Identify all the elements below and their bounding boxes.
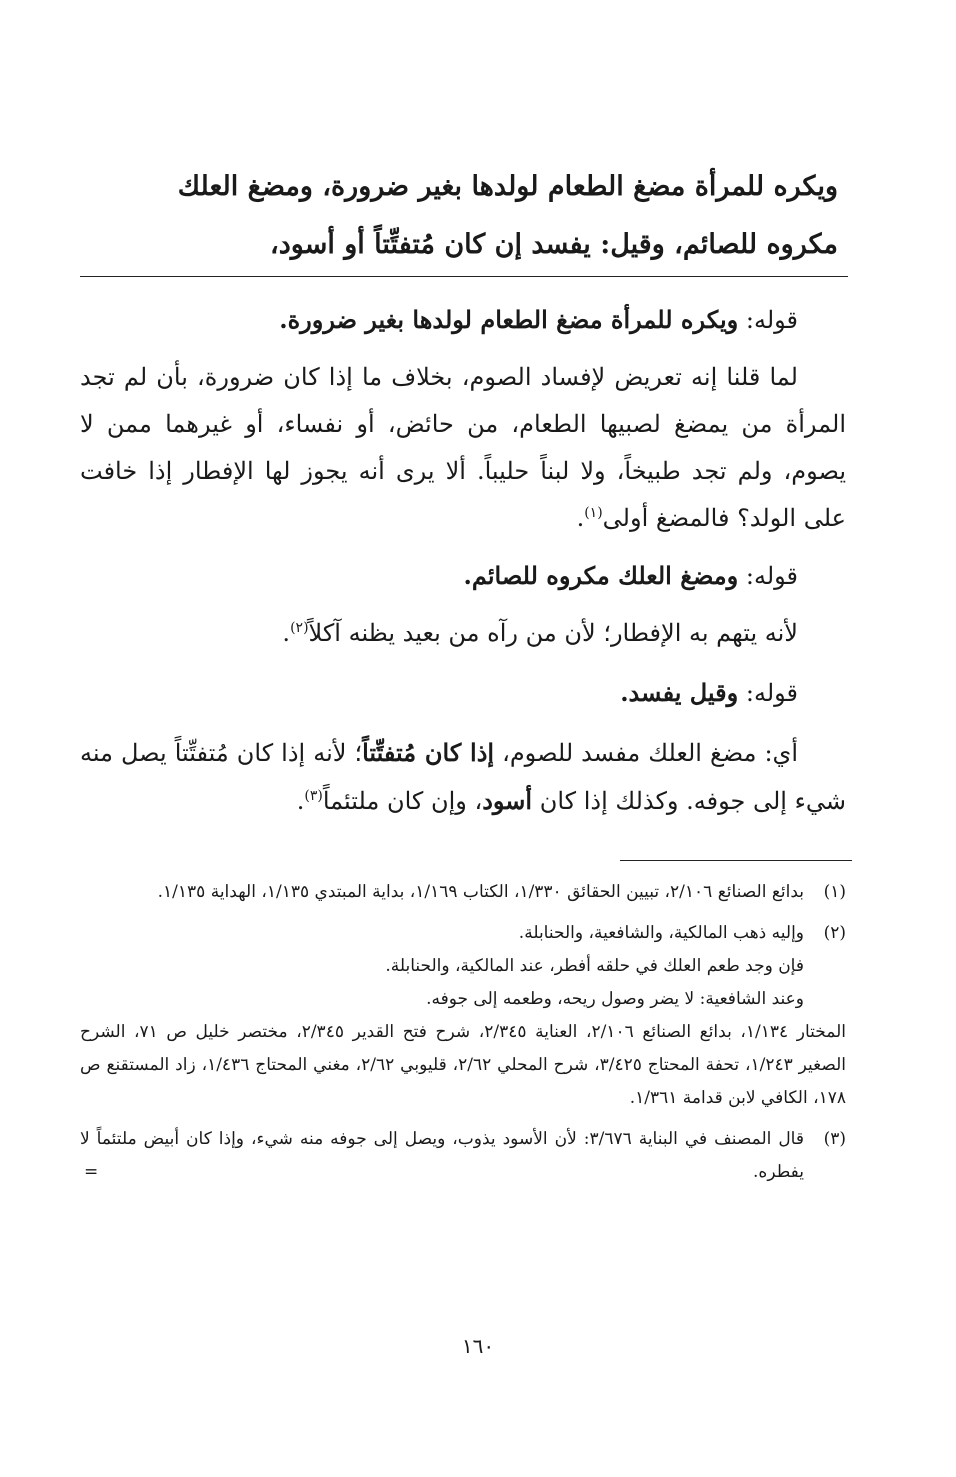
paragraph-3-bold-d: أسود — [482, 786, 533, 815]
quote-1 — [80, 296, 846, 344]
paragraph-3-part-a: أي: مضغ العلك مفسد للصوم، — [494, 739, 798, 767]
paragraph-3-end: . — [296, 787, 305, 815]
paragraph-1 — [80, 354, 846, 542]
footnote-3-text: قال المصنف في البناية ٣/٦٧٦: لأن الأسود يذوب، ويصل إلى جوفه منه شيء، وإذا كان أبيض ملتئماً لا يفطره. — [80, 1129, 804, 1182]
paragraph-2-text: لأنه يتهم به الإفطار؛ لأن من رآه من بعيد يظنه آكلاً — [308, 619, 798, 647]
footnote-3 — [80, 1123, 846, 1189]
footnote-2-sources: المختار ١/١٣٤، بدائع الصنائع ٢/١٠٦، العناية ٢/٣٤٥، شرح فتح القدير ٢/٣٤٥، مختصر خليل ص ٧١، الشرح الصغير ١/٢٤٣، تحفة المحتاج ٣/٤٢٥، شرح المحلي ٢/٦٢، قليوبي ٢/٦٢، مغني المحتاج ١/٤٣٦، زاد المستقنع ص ١٧٨، الكافي لابن قدامة ١/٣٦١. — [80, 1022, 847, 1108]
quote-3-prefix: قوله: — [738, 679, 798, 707]
quote-2-text: ومضغ العلك مكروه للصائم. — [463, 561, 739, 590]
paragraph-2-end: . — [282, 619, 291, 647]
page-number: ١٦٠ — [461, 1334, 495, 1358]
footnote-2-text-c: وعند الشافعية: لا يضر وصول ريحه، وطعمه إلى جوفه. — [426, 989, 804, 1009]
commentary — [80, 296, 846, 835]
quote-1-text: ويكره للمرأة مضغ الطعام لولدها بغير ضرورة. — [279, 305, 739, 334]
paragraph-2 — [80, 610, 846, 657]
footnote-ref-2: (٢) — [290, 620, 309, 636]
footnote-1-number: (١) — [823, 882, 846, 902]
footnote-2-text-a: وإليه ذهب المالكية، والشافعية، والحنابلة. — [518, 923, 804, 943]
quote-2 — [80, 552, 846, 600]
paragraph-3-bold-b: إذا كان مُتفتِّتاً — [362, 738, 495, 767]
footnote-3-number: (٣) — [823, 1129, 846, 1149]
footnote-1-text: بدائع الصنائع ٢/١٠٦، تبيين الحقائق ١/٣٣٠، الكتاب ١/١٦٩، بداية المبتدي ١/١٣٥، الهداية ١/١٣٥. — [157, 882, 804, 902]
paragraph-1-end: . — [576, 504, 585, 532]
paragraph-3 — [80, 729, 846, 825]
main-text — [80, 158, 838, 274]
footnote-2 — [80, 917, 846, 1115]
footnote-ref-1: (١) — [584, 505, 603, 521]
main-text-line-1: ويكره للمرأة مضغ الطعام لولدها بغير ضرورة، ومضغ العلك — [177, 171, 838, 202]
footnote-ref-3: (٣) — [304, 788, 323, 804]
footnote-continuation-mark: = — [84, 1162, 99, 1182]
footnote-1 — [80, 876, 846, 909]
main-text-divider — [80, 276, 848, 277]
quote-1-prefix: قوله: — [738, 306, 798, 334]
footnotes — [80, 876, 846, 1197]
footnote-divider — [620, 860, 852, 861]
footnote-2-number: (٢) — [823, 923, 846, 943]
paragraph-3-part-e: ، وإن كان ملتئماً — [322, 787, 483, 815]
footnote-2-text-b: فإن وجد طعم العلك في حلقه أفطر، عند المالكية، والحنابلة. — [385, 956, 804, 976]
paragraph-3-part-c: ؛ لأنه إذا كان مُتفتِّتاً يصل منه شيء إلى جوفه. وكذلك إذا كان — [80, 739, 846, 815]
quote-3 — [80, 669, 846, 717]
quote-2-prefix: قوله: — [738, 562, 798, 590]
main-text-line-2: مكروه للصائم، وقيل: يفسد إن كان مُتفتِّتاً أو أسود، — [270, 229, 838, 260]
quote-3-text: وقيل يفسد. — [620, 678, 739, 707]
paragraph-1-text: لما قلنا إنه تعريض لإفساد الصوم، بخلاف ما إذا كان ضرورة، بأن لم تجد المرأة من يمضغ لصبيها الطعام، من حائض، أو نفساء، أو غيرهما ممن لا يصوم، ولم تجد طبيخاً، ولا لبناً حليباً. ألا يرى أنه يجوز لها الإفطار إذا خافت على الولد؟ فالمضغ أولى — [80, 363, 846, 532]
